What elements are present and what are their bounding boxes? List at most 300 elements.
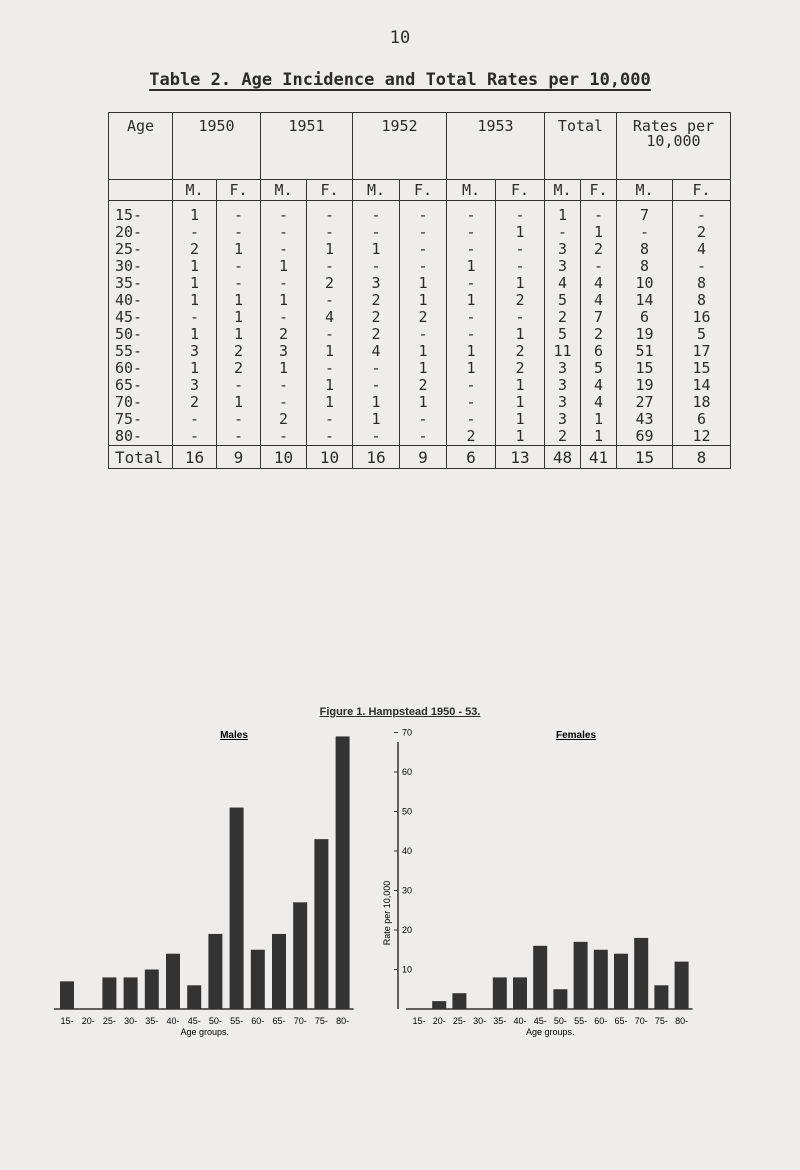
table-row — [109, 201, 731, 225]
table-cell: 5 — [545, 326, 581, 343]
table-cell: 4 — [673, 241, 731, 258]
table-cell: - — [173, 411, 217, 428]
table-cell: 2 — [496, 343, 545, 360]
x-tick-label: 60- — [251, 1016, 265, 1026]
table-cell: 2 — [261, 326, 307, 343]
table-cell: 1 — [353, 394, 400, 411]
males-panel — [54, 730, 354, 1037]
figure-title — [0, 706, 800, 718]
subheader-cell: F. — [307, 180, 353, 201]
y-axis — [382, 728, 412, 1010]
table-cell: 3 — [261, 343, 307, 360]
x-tick-label: 75- — [654, 1016, 668, 1026]
x-tick-label: 35- — [493, 1016, 507, 1026]
table-cell: 19 — [617, 377, 673, 394]
table-cell: 1 — [581, 428, 617, 446]
x-tick-label: 80- — [336, 1016, 350, 1026]
table-cell: 3 — [545, 411, 581, 428]
table-cell: - — [617, 224, 673, 241]
table-cell: 16 — [673, 309, 731, 326]
subheader-cell: F. — [581, 180, 617, 201]
table-cell: 1 — [173, 201, 217, 225]
bar-females-40 — [513, 977, 527, 1009]
bar-males-65 — [272, 934, 286, 1009]
table-cell: 2 — [400, 309, 447, 326]
table-cell: 1 — [581, 411, 617, 428]
table-cell: 2 — [400, 377, 447, 394]
y-tick-label: 10 — [402, 964, 413, 975]
x-tick-label: 50- — [208, 1016, 222, 1026]
table-cell: - — [400, 241, 447, 258]
header-year-1950: 1950 — [173, 113, 261, 180]
table-cell: 3 — [545, 377, 581, 394]
table-cell: - — [261, 394, 307, 411]
table-cell: 1 — [496, 377, 545, 394]
table-cell: 3 — [545, 258, 581, 275]
table-title-text: Table 2. Age Incidence and Total Rates per 10,000 — [149, 70, 651, 90]
table-cell: 2 — [581, 241, 617, 258]
table-cell: - — [173, 309, 217, 326]
x-tick-label: 45- — [187, 1016, 201, 1026]
x-tick-label: 55- — [230, 1016, 244, 1026]
table-cell: - — [173, 428, 217, 446]
header-year-1953: 1953 — [447, 113, 545, 180]
y-tick-label: 70 — [402, 727, 413, 738]
subheader-cell: M. — [617, 180, 673, 201]
table-cell: 43 — [617, 411, 673, 428]
age-group-cell: 25- — [109, 241, 173, 258]
total-cell: 10 — [307, 446, 353, 469]
bar-females-80 — [675, 962, 689, 1009]
table-cell: 4 — [353, 343, 400, 360]
x-axis-label: Age groups. — [526, 1027, 575, 1037]
bar-males-35 — [145, 970, 159, 1010]
header-rates: Rates per 10,000 — [617, 113, 731, 180]
y-tick-label: 30 — [402, 885, 413, 896]
table-cell: - — [447, 411, 496, 428]
bar-females-75 — [654, 985, 668, 1009]
table-cell: 6 — [617, 309, 673, 326]
table-cell: - — [400, 428, 447, 446]
table-cell: 4 — [581, 292, 617, 309]
age-incidence-table — [108, 112, 731, 469]
bar-males-45 — [187, 985, 201, 1009]
bar-females-65 — [614, 954, 628, 1009]
table-cell: 5 — [545, 292, 581, 309]
table-cell: 4 — [581, 394, 617, 411]
table-cell: 27 — [617, 394, 673, 411]
bar-females-70 — [634, 938, 648, 1009]
table-cell: 1 — [400, 360, 447, 377]
table-cell: - — [217, 377, 261, 394]
table-cell: 1 — [496, 326, 545, 343]
x-axis-label: Age groups. — [180, 1027, 230, 1037]
table-row — [109, 309, 731, 326]
bar-males-40 — [166, 954, 180, 1009]
table-cell: - — [496, 201, 545, 225]
table-cell: 1 — [496, 411, 545, 428]
panel-label: Males — [220, 730, 248, 741]
table-cell: 12 — [673, 428, 731, 446]
bar-males-60 — [251, 950, 265, 1009]
table-cell: 2 — [217, 343, 261, 360]
subheader-cell — [109, 180, 173, 201]
x-tick-label: 75- — [314, 1016, 328, 1026]
table-cell: - — [673, 201, 731, 225]
bar-males-25 — [102, 977, 116, 1009]
table-cell: 4 — [545, 275, 581, 292]
table-cell: - — [217, 258, 261, 275]
table-cell: - — [353, 258, 400, 275]
x-tick-label: 15- — [60, 1016, 74, 1026]
subheader-cell: M. — [545, 180, 581, 201]
table-cell: 1 — [307, 394, 353, 411]
table-cell: 3 — [173, 377, 217, 394]
table-cell: - — [400, 258, 447, 275]
table-cell: 1 — [261, 360, 307, 377]
table-cell: 5 — [673, 326, 731, 343]
table-cell: - — [307, 360, 353, 377]
table-cell: 3 — [173, 343, 217, 360]
bar-males-70 — [293, 902, 307, 1009]
header-total: Total — [545, 113, 617, 180]
table-cell: - — [261, 241, 307, 258]
table-cell: 1 — [447, 258, 496, 275]
table-cell: 2 — [447, 428, 496, 446]
table-cell: - — [447, 241, 496, 258]
subheader-cell: F. — [217, 180, 261, 201]
age-group-cell: 50- — [109, 326, 173, 343]
table-subheader-row — [109, 180, 731, 201]
age-group-cell: 20- — [109, 224, 173, 241]
age-group-cell: 65- — [109, 377, 173, 394]
table-cell: 1 — [400, 275, 447, 292]
age-group-cell: 60- — [109, 360, 173, 377]
table-cell: 1 — [400, 394, 447, 411]
x-tick-label: 50- — [553, 1016, 567, 1026]
table-cell: 1 — [353, 241, 400, 258]
table-cell: - — [400, 201, 447, 225]
table-cell: 51 — [617, 343, 673, 360]
bar-males-50 — [208, 934, 222, 1009]
table-cell: 10 — [617, 275, 673, 292]
table-cell: - — [261, 201, 307, 225]
table-row — [109, 343, 731, 360]
table-cell: 1 — [353, 411, 400, 428]
table-cell: 69 — [617, 428, 673, 446]
table-cell: - — [400, 326, 447, 343]
table-cell: 2 — [496, 292, 545, 309]
table-cell: 1 — [496, 275, 545, 292]
x-tick-label: 65- — [614, 1016, 628, 1026]
table-cell: - — [496, 241, 545, 258]
table-cell: 15 — [617, 360, 673, 377]
subheader-cell: M. — [447, 180, 496, 201]
table-cell: 1 — [447, 360, 496, 377]
total-cell: 6 — [447, 446, 496, 469]
table-cell: 1 — [307, 377, 353, 394]
table-title — [0, 70, 800, 90]
total-cell: 15 — [617, 446, 673, 469]
table-cell: 1 — [173, 360, 217, 377]
subheader-cell: F. — [673, 180, 731, 201]
table-cell: - — [307, 428, 353, 446]
total-cell: 41 — [581, 446, 617, 469]
table-cell: 1 — [261, 258, 307, 275]
table-cell: - — [447, 309, 496, 326]
table-cell: - — [447, 326, 496, 343]
table-cell: 2 — [545, 428, 581, 446]
age-group-cell: 55- — [109, 343, 173, 360]
x-tick-label: 40- — [513, 1016, 527, 1026]
y-tick-label: 60 — [402, 767, 413, 777]
y-tick-label: 20 — [402, 925, 413, 935]
table-cell: - — [217, 428, 261, 446]
table-cell: 2 — [173, 394, 217, 411]
table-cell: 2 — [353, 326, 400, 343]
table-row — [109, 275, 731, 292]
table-cell: 2 — [581, 326, 617, 343]
table-cell: 18 — [673, 394, 731, 411]
table-cell: 15 — [673, 360, 731, 377]
total-cell: 9 — [400, 446, 447, 469]
bar-females-50 — [553, 989, 567, 1009]
table-row — [109, 224, 731, 241]
table-cell: 2 — [353, 292, 400, 309]
table-cell: 1 — [173, 258, 217, 275]
table-cell: 1 — [173, 292, 217, 309]
table-cell: 7 — [617, 201, 673, 225]
table-cell: - — [307, 224, 353, 241]
x-tick-label: 30- — [124, 1016, 138, 1026]
table-cell: - — [447, 275, 496, 292]
x-tick-label: 30- — [473, 1016, 487, 1026]
x-tick-label: 20- — [81, 1016, 95, 1026]
table-row — [109, 326, 731, 343]
table-cell: - — [173, 224, 217, 241]
y-tick-label: 50 — [402, 806, 413, 817]
bar-males-30 — [124, 977, 138, 1009]
table-cell: 3 — [353, 275, 400, 292]
table-cell: 1 — [400, 343, 447, 360]
table-cell: - — [447, 224, 496, 241]
subheader-cell: M. — [353, 180, 400, 201]
table-cell: - — [447, 377, 496, 394]
bar-females-45 — [533, 946, 547, 1009]
table-cell: 8 — [617, 241, 673, 258]
table-cell: - — [673, 258, 731, 275]
table-row — [109, 258, 731, 275]
bar-females-60 — [594, 950, 608, 1009]
table-cell: - — [217, 411, 261, 428]
figure-title-text: Figure 1. Hampstead 1950 - 53. — [319, 706, 481, 718]
subheader-cell: M. — [261, 180, 307, 201]
bar-males-80 — [336, 736, 350, 1009]
table-cell: 1 — [581, 224, 617, 241]
y-tick-label: 40 — [402, 846, 413, 856]
bar-males-55 — [230, 808, 244, 1009]
bar-females-25 — [452, 993, 466, 1009]
age-group-cell: 30- — [109, 258, 173, 275]
x-tick-label: 80- — [675, 1016, 689, 1026]
table-cell: 4 — [307, 309, 353, 326]
table-cell: 2 — [307, 275, 353, 292]
y-axis-label: Rate per 10,000 — [382, 880, 392, 946]
table-cell: 1 — [173, 326, 217, 343]
x-tick-label: 65- — [272, 1016, 286, 1026]
total-label-cell: Total — [109, 446, 173, 469]
table-cell: 1 — [217, 326, 261, 343]
table-cell: - — [261, 428, 307, 446]
table-cell: 7 — [581, 309, 617, 326]
table-row — [109, 360, 731, 377]
x-tick-label: 25- — [102, 1016, 116, 1026]
table-cell: 1 — [496, 224, 545, 241]
table-cell: 1 — [447, 343, 496, 360]
bar-females-35 — [493, 977, 507, 1009]
age-group-cell: 35- — [109, 275, 173, 292]
table-cell: - — [400, 224, 447, 241]
x-tick-label: 70- — [293, 1016, 307, 1026]
header-year-1952: 1952 — [353, 113, 447, 180]
table-row — [109, 428, 731, 446]
bar-males-75 — [314, 839, 328, 1009]
table-row — [109, 411, 731, 428]
table-cell: - — [307, 201, 353, 225]
table-row — [109, 241, 731, 258]
table-cell: - — [307, 258, 353, 275]
table-cell: - — [353, 428, 400, 446]
table-cell: 1 — [217, 394, 261, 411]
age-group-cell: 80- — [109, 428, 173, 446]
table-cell: - — [353, 360, 400, 377]
table-cell: 2 — [545, 309, 581, 326]
x-tick-label: 70- — [634, 1016, 648, 1026]
table-cell: - — [400, 411, 447, 428]
subheader-cell: F. — [400, 180, 447, 201]
table-cell: - — [353, 201, 400, 225]
total-cell: 8 — [673, 446, 731, 469]
table-cell: - — [261, 377, 307, 394]
age-group-cell: 40- — [109, 292, 173, 309]
table-body — [109, 201, 731, 446]
table-cell: - — [447, 394, 496, 411]
table-cell: 8 — [673, 275, 731, 292]
table-cell: - — [261, 275, 307, 292]
table-cell: - — [261, 224, 307, 241]
table-cell: 6 — [673, 411, 731, 428]
subheader-cell: M. — [173, 180, 217, 201]
table-cell: 2 — [496, 360, 545, 377]
table-header-row — [109, 113, 731, 180]
x-tick-label: 60- — [594, 1016, 608, 1026]
table-cell: 2 — [173, 241, 217, 258]
table-cell: 3 — [545, 241, 581, 258]
table-cell: - — [496, 309, 545, 326]
table-cell: 1 — [173, 275, 217, 292]
header-age: Age — [109, 113, 173, 180]
age-rate-bar-chart — [0, 718, 800, 1038]
x-tick-label: 55- — [574, 1016, 588, 1026]
table-cell: - — [217, 224, 261, 241]
table-cell: 3 — [545, 394, 581, 411]
table-cell: 1 — [447, 292, 496, 309]
x-tick-label: 25- — [452, 1016, 466, 1026]
table-cell: 1 — [261, 292, 307, 309]
table-cell: - — [496, 258, 545, 275]
panel-label: Females — [555, 730, 597, 741]
bar-females-55 — [574, 942, 588, 1009]
table-cell: 1 — [496, 428, 545, 446]
age-group-cell: 75- — [109, 411, 173, 428]
x-tick-label: 35- — [145, 1016, 159, 1026]
x-tick-label: 40- — [166, 1016, 180, 1026]
table-cell: - — [261, 309, 307, 326]
page-number: 10 — [389, 28, 411, 48]
bar-males-15 — [60, 981, 74, 1009]
age-group-cell: 15- — [109, 201, 173, 225]
table-row — [109, 377, 731, 394]
total-cell: 16 — [353, 446, 400, 469]
table-cell: 5 — [581, 360, 617, 377]
total-cell: 13 — [496, 446, 545, 469]
age-group-cell: 45- — [109, 309, 173, 326]
table-cell: 3 — [545, 360, 581, 377]
table-cell: - — [307, 326, 353, 343]
table-total-row — [109, 446, 731, 469]
bar-females-20 — [432, 1001, 446, 1009]
x-tick-label: 45- — [533, 1016, 547, 1026]
table-cell: 19 — [617, 326, 673, 343]
age-group-cell: 70- — [109, 394, 173, 411]
table-cell: 1 — [307, 343, 353, 360]
table-cell: 17 — [673, 343, 731, 360]
table-cell: 1 — [307, 241, 353, 258]
table-cell: 1 — [400, 292, 447, 309]
table-cell: 8 — [673, 292, 731, 309]
table-cell: 2 — [673, 224, 731, 241]
table-cell: 2 — [353, 309, 400, 326]
table-cell: 14 — [617, 292, 673, 309]
total-cell: 9 — [217, 446, 261, 469]
table-cell: 6 — [581, 343, 617, 360]
table-cell: - — [217, 201, 261, 225]
table-cell: - — [307, 292, 353, 309]
table-cell: - — [581, 201, 617, 225]
total-cell: 48 — [545, 446, 581, 469]
total-cell: 16 — [173, 446, 217, 469]
table-cell: - — [581, 258, 617, 275]
table-cell: 8 — [617, 258, 673, 275]
table-cell: - — [353, 377, 400, 394]
x-tick-label: 20- — [432, 1016, 446, 1026]
females-panel — [406, 730, 693, 1037]
table-cell: 11 — [545, 343, 581, 360]
table-cell: 1 — [217, 292, 261, 309]
header-year-1951: 1951 — [261, 113, 353, 180]
table-cell: 2 — [217, 360, 261, 377]
total-cell: 10 — [261, 446, 307, 469]
table-row — [109, 292, 731, 309]
table-cell: - — [217, 275, 261, 292]
table-cell: 2 — [261, 411, 307, 428]
table-cell: - — [545, 224, 581, 241]
table-cell: 4 — [581, 275, 617, 292]
table-row — [109, 394, 731, 411]
table-cell: 4 — [581, 377, 617, 394]
x-tick-label: 15- — [412, 1016, 426, 1026]
table-cell: 14 — [673, 377, 731, 394]
